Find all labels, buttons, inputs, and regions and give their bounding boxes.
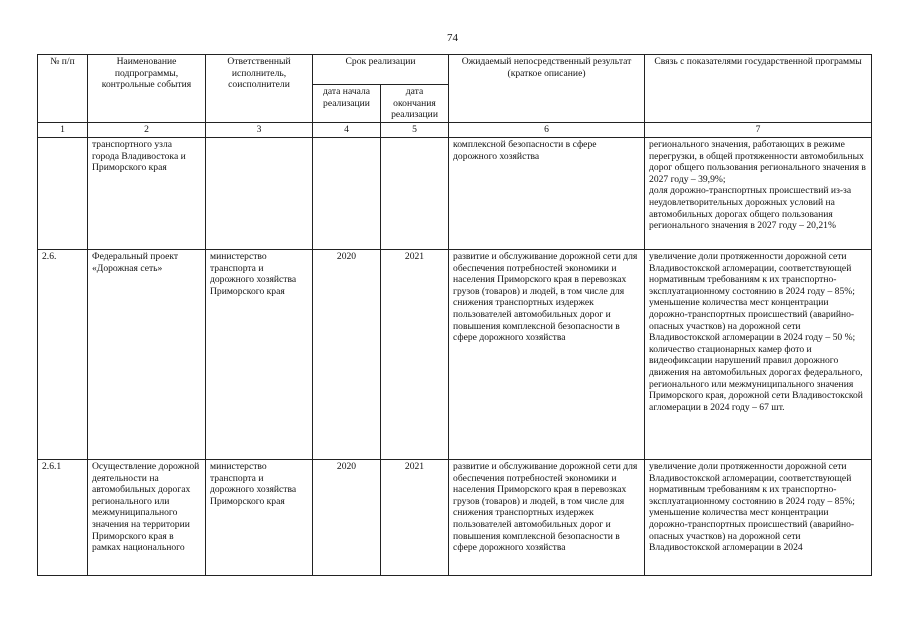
header-end: дата окончания реализации — [381, 85, 449, 123]
column-numbers-row — [38, 123, 872, 138]
row-name: транспортного узла города Владивостока и Приморского края — [88, 138, 206, 250]
row-result: развитие и обслуживание дорожной сети для обеспечения потребностей экономики и населения Приморского края в перевозках грузов (товаров) и людей, в том числе для снижения транспортных издержек пользователей автомобильных дорог и повышения комплексной безопасности в сфере дорожного хозяйства — [449, 250, 645, 460]
header-start: дата начала реализации — [313, 85, 381, 123]
col-number: 2 — [88, 123, 206, 138]
row-link: регионального значения, работающих в режиме перегрузки, в общей протяженности автомобильных дорог общего пользования регионального значения в 2027 году – 39,9%; доля дорожно-транспортных происшествий из-за неудовлетворительных дорожных условий на автомобильных дорогах общего пользования регионального значения в 2027 году – 20,21% — [645, 138, 872, 250]
row-end: 2021 — [381, 460, 449, 576]
header-term: Срок реализации — [313, 55, 449, 85]
table-row — [38, 250, 872, 460]
col-number: 4 — [313, 123, 381, 138]
col-number: 3 — [206, 123, 313, 138]
header-num: № п/п — [38, 55, 88, 123]
program-table — [37, 54, 872, 576]
col-number: 6 — [449, 123, 645, 138]
row-executor: министерство транспорта и дорожного хозяйства Приморского края — [206, 250, 313, 460]
header-executor: Ответственный исполнитель, соисполнители — [206, 55, 313, 123]
row-link: увеличение доли протяженности дорожной сети Владивостокской агломерации, соответствующей нормативным требованиям к их транспортно-эксплуатационному состоянию в 2024 году – 85%; уменьшение количества мест концентрации дорожно-транспортных происшествий (аварийно-опасных участков) на дорожной сети Владивостокской агломерации в 2024 году – 50 %; количество стационарных камер фото и видеофиксации нарушений правил дорожного движения на автомобильных дорогах федерального, регионального или межмуниципального значения Приморского края, дорожной сети Владивостокской агломерации в 2024 году – 67 шт. — [645, 250, 872, 460]
row-num — [38, 138, 88, 250]
row-result: развитие и обслуживание дорожной сети для обеспечения потребностей экономики и населения Приморского края в перевозках грузов (товаров) и людей, в том числе для снижения транспортных издержек пользователей автомобильных дорог и повышения комплексной безопасности в сфере дорожного хозяйства — [449, 460, 645, 576]
row-name: Федеральный проект «Дорожная сеть» — [88, 250, 206, 460]
table-row — [38, 138, 872, 250]
col-number: 5 — [381, 123, 449, 138]
header-name: Наименование подпрограммы, контрольные события — [88, 55, 206, 123]
row-executor: министерство транспорта и дорожного хозяйства Приморского края — [206, 460, 313, 576]
row-start: 2020 — [313, 250, 381, 460]
row-link: увеличение доли протяженности дорожной сети Владивостокской агломерации, соответствующей нормативным требованиям к их транспортно-эксплуатационному состоянию в 2024 году – 85%; уменьшение количества мест концентрации дорожно-транспортных происшествий (аварийно-опасных участков) на дорожной сети Владивостокской агломерации в 2024 — [645, 460, 872, 576]
row-num: 2.6.1 — [38, 460, 88, 576]
row-start: 2020 — [313, 460, 381, 576]
row-result: комплексной безопасности в сфере дорожного хозяйства — [449, 138, 645, 250]
row-name: Осуществление дорожной деятельности на автомобильных дорогах регионального или межмуниципального значения на территории Приморского края в рамках национального — [88, 460, 206, 576]
row-num: 2.6. — [38, 250, 88, 460]
row-end: 2021 — [381, 250, 449, 460]
col-number: 1 — [38, 123, 88, 138]
header-link: Связь с показателями государственной программы — [645, 55, 872, 123]
page-number: 74 — [447, 32, 458, 44]
row-end — [381, 138, 449, 250]
row-start — [313, 138, 381, 250]
header-result: Ожидаемый непосредственный результат (краткое описание) — [449, 55, 645, 123]
header-row — [38, 55, 872, 85]
col-number: 7 — [645, 123, 872, 138]
table-row — [38, 460, 872, 576]
row-executor — [206, 138, 313, 250]
